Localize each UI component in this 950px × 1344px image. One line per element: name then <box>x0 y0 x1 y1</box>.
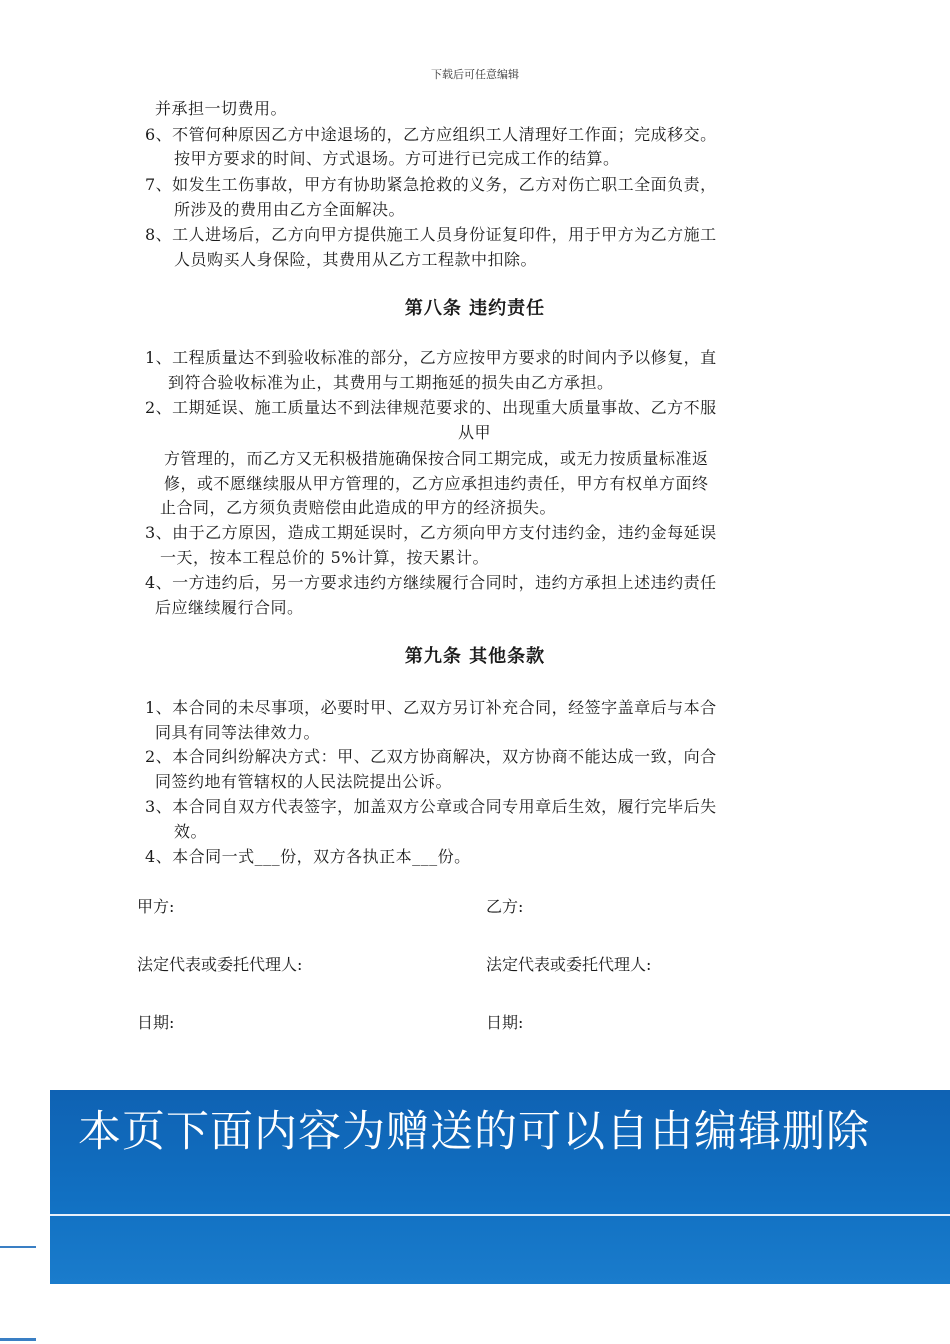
clause-line: 修，或不愿继续服从甲方管理的，乙方应承担违约责任，甲方有权单方面终 <box>164 474 709 493</box>
clause-line: 效。 <box>174 822 208 841</box>
section-8-title: 第八条 违约责任 <box>404 298 546 319</box>
bottom-accent-line <box>0 1338 36 1341</box>
clause-line: 1、工程质量达不到验收标准的部分，乙方应按甲方要求的时间内予以修复，直 <box>145 348 717 367</box>
clause-line: 3、本合同自双方代表签字，加盖双方公章或合同专用章后生效，履行完毕后失 <box>145 797 717 816</box>
clause-line: 同具有同等法律效力。 <box>155 723 321 742</box>
banner-title: 本页下面内容为赠送的可以自由编辑删除 <box>78 1107 870 1157</box>
clause-line: 一天，按本工程总价的 5%计算，按天累计。 <box>160 548 489 567</box>
clause-line: 4、本合同一式___份，双方各执正本___份。 <box>145 847 471 866</box>
clause-line: 7、如发生工伤事故，甲方有协助紧急抢救的义务，乙方对伤亡职工全面负责， <box>145 175 717 194</box>
party-b-date: 日期: <box>486 1013 524 1032</box>
party-b-representative: 法定代表或委托代理人: <box>486 955 652 974</box>
clause-line: 同签约地有管辖权的人民法院提出公诉。 <box>155 772 453 791</box>
clause-line: 止合同，乙方须负责赔偿由此造成的甲方的经济损失。 <box>160 498 557 517</box>
section-9-title: 第九条 其他条款 <box>404 646 546 667</box>
clause-line: 按甲方要求的时间、方式退场。方可进行已完成工作的结算。 <box>174 149 620 168</box>
gift-content-banner <box>50 1090 950 1284</box>
clause-line: 从甲 <box>458 423 492 442</box>
clause-line: 6、不管何种原因乙方中途退场的，乙方应组织工人清理好工作面；完成移交。 <box>145 125 717 144</box>
clause-line: 3、由于乙方原因，造成工期延误时，乙方须向甲方支付违约金，违约金每延误 <box>145 523 717 542</box>
party-a-label: 甲方: <box>137 897 175 916</box>
clause-line: 后应继续履行合同。 <box>155 598 304 617</box>
party-a-representative: 法定代表或委托代理人: <box>137 955 303 974</box>
clause-line: 到符合验收标准为止，其费用与工期拖延的损失由乙方承担。 <box>168 373 614 392</box>
clause-line: 2、工期延误、施工质量达不到法律规范要求的、出现重大质量事故、乙方不服 <box>145 398 717 417</box>
party-b-label: 乙方: <box>486 897 524 916</box>
clause-line: 1、本合同的未尽事项，必要时甲、乙双方另订补充合同，经签字盖章后与本合 <box>145 698 717 717</box>
clause-line: 8、工人进场后，乙方向甲方提供施工人员身份证复印件，用于甲方为乙方施工 <box>145 225 717 244</box>
banner-divider <box>50 1214 950 1216</box>
clause-line: 人员购买人身保险，其费用从乙方工程款中扣除。 <box>174 250 538 269</box>
left-accent-line <box>0 1246 36 1248</box>
party-a-date: 日期: <box>137 1013 175 1032</box>
clause-line: 2、本合同纠纷解决方式：甲、乙双方协商解决，双方协商不能达成一致，向合 <box>145 747 717 766</box>
clause-line: 方管理的，而乙方又无积极措施确保按合同工期完成，或无力按质量标准返 <box>164 449 709 468</box>
clause-line: 并承担一切费用。 <box>155 99 288 118</box>
clause-line: 4、一方违约后，另一方要求违约方继续履行合同时，违约方承担上述违约责任 <box>145 573 717 592</box>
clause-line: 所涉及的费用由乙方全面解决。 <box>174 200 406 219</box>
page-header-note: 下载后可任意编辑 <box>431 68 519 81</box>
